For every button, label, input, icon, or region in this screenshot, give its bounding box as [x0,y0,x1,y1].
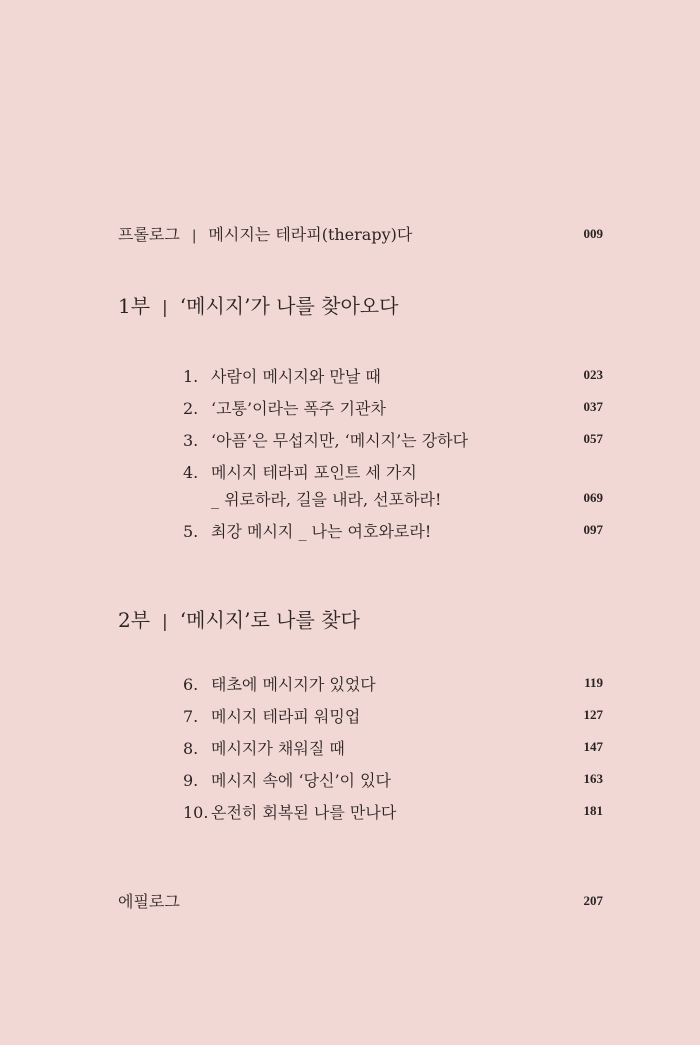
prologue-page: 009 [583,226,603,241]
chapter-entry[interactable] [183,519,431,542]
chapter-entry[interactable] [183,736,345,759]
chapter-number: 2. [183,399,199,418]
chapter-page: 127 [583,707,603,722]
chapter-entry[interactable] [183,364,381,387]
chapter-entry[interactable] [183,396,386,419]
part2-heading [118,604,360,633]
separator: | [191,228,197,244]
chapter-title: ‘아픔’은 무섭지만, ‘메시지’는 강하다 [211,431,469,450]
separator: | [162,612,168,632]
chapter-number: 4. [183,463,199,482]
separator: | [162,298,168,318]
part2-title: ‘메시지’로 나를 찾다 [179,608,360,632]
chapter-entry[interactable] [183,428,468,451]
chapter-title: 메시지 테라피 워밍업 [211,707,361,726]
prologue-label: 프롤로그 [118,225,180,244]
prologue-entry[interactable] [118,222,412,245]
chapter-number: 1. [183,367,199,386]
chapter-page: 163 [583,771,603,786]
chapter-entry[interactable] [183,800,396,823]
prologue-title: 메시지는 테라피(therapy)다 [208,225,413,244]
chapter-number: 10. [183,803,209,822]
chapter-page: 147 [583,739,603,754]
chapter-title: 사람이 메시지와 만날 때 [211,367,381,386]
epilogue-entry[interactable] [118,889,180,912]
chapter-title: 메시지가 채워질 때 [211,739,345,758]
part1-heading [118,290,398,319]
chapter-title: 메시지 속에 ‘당신’이 있다 [211,771,391,790]
part1-label: 1부 [118,294,151,318]
epilogue-label: 에필로그 [118,892,180,911]
chapter-page: 057 [583,431,603,446]
chapter-title: 최강 메시지 _ 나는 여호와로라! [211,522,432,541]
chapter-entry[interactable] [183,672,376,695]
chapter-page: 069 [583,490,603,505]
chapter-page: 119 [584,675,603,690]
chapter-number: 3. [183,431,199,450]
chapter-number: 6. [183,675,199,694]
chapter-title: 메시지 테라피 포인트 세 가지 [211,463,417,482]
chapter-subtitle-text: _ 위로하라, 길을 내라, 선포하라! [211,490,442,509]
chapter-entry[interactable] [183,704,360,727]
chapter-title: ‘고통’이라는 폭주 기관차 [211,399,386,418]
epilogue-page: 207 [583,893,603,908]
chapter-number: 8. [183,739,199,758]
chapter-page: 097 [583,522,603,537]
chapter-entry[interactable] [183,768,391,791]
chapter-page: 181 [583,803,603,818]
chapter-number: 7. [183,707,199,726]
chapter-entry[interactable] [183,460,417,483]
chapter-number: 9. [183,771,199,790]
part1-title: ‘메시지’가 나를 찾아오다 [179,294,399,318]
chapter-title: 태초에 메시지가 있었다 [211,675,376,694]
chapter-title: 온전히 회복된 나를 만나다 [211,803,397,822]
chapter-number: 5. [183,522,199,541]
chapter-page: 037 [583,399,603,414]
chapter-page: 023 [583,367,603,382]
part2-label: 2부 [118,608,151,632]
chapter-subtitle [211,487,441,510]
